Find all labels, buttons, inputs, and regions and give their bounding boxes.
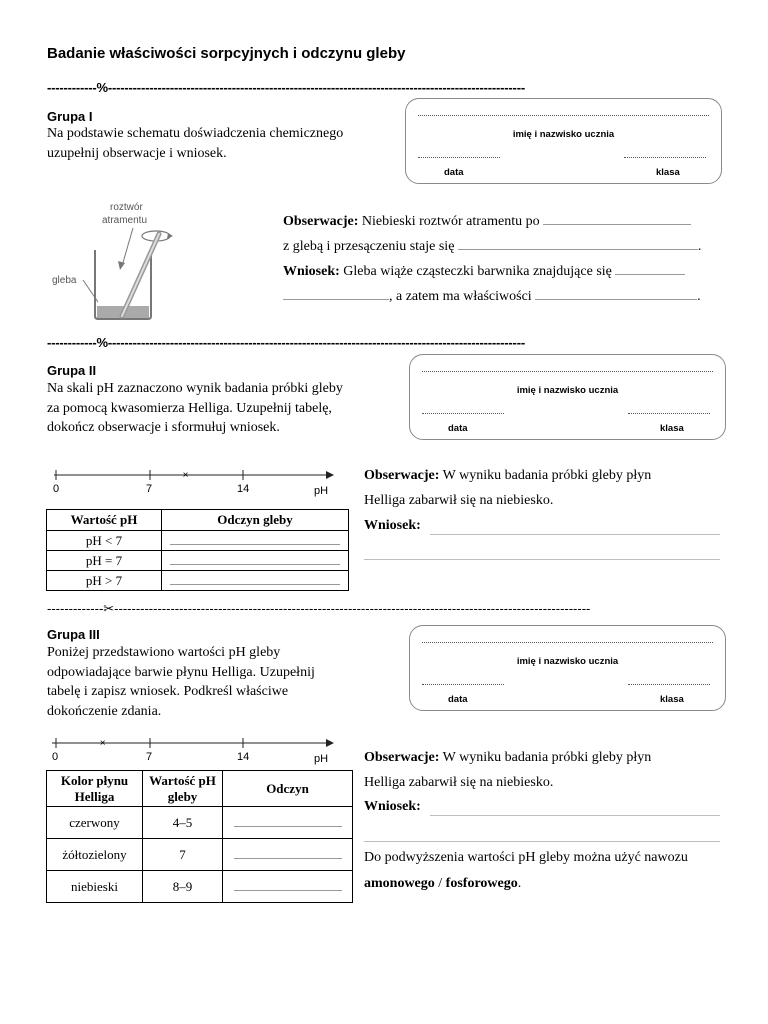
conc-label: Wniosek: bbox=[283, 264, 340, 279]
class-field[interactable] bbox=[628, 411, 710, 414]
obs-label: Obserwacje: bbox=[283, 214, 359, 229]
group1-instruction bbox=[47, 124, 343, 163]
ph-marker: × bbox=[99, 738, 106, 749]
group3-obs-line2: Helliga zabarwił się na niebiesko. bbox=[364, 775, 554, 790]
table-row: pH > 7 bbox=[47, 571, 349, 591]
group1-conc-line2: , a zatem ma właściwości . bbox=[283, 286, 701, 305]
cut-line-3: -------------✂-------------------------------------------------------------------------------------------------------------- bbox=[47, 601, 591, 616]
student-card-2: imię i nazwisko ucznia data klasa bbox=[409, 354, 726, 440]
arrow-head bbox=[118, 261, 125, 270]
label-solution-2: atramentu bbox=[102, 215, 148, 226]
date-field[interactable] bbox=[418, 155, 500, 158]
group2-obs-line1: Obserwacje: W wyniku badania próbki gleby płyn bbox=[364, 468, 652, 483]
final-options: amonowego / fosforowego. bbox=[364, 876, 522, 891]
page-title: Badanie właściwości sorpcyjnych i odczynu gleby bbox=[47, 45, 406, 62]
group3-conc: Wniosek: bbox=[364, 799, 421, 814]
blank-4[interactable] bbox=[283, 286, 389, 300]
group1-obs-line2: z glebą i przesączeniu staje się . bbox=[283, 236, 701, 255]
blank-1[interactable] bbox=[543, 211, 691, 225]
th-ph: Wartość pH bbox=[47, 510, 162, 531]
class-field[interactable] bbox=[628, 682, 710, 685]
svg-text:7: 7 bbox=[146, 751, 153, 763]
final-text: Do podwyższenia wartości pH gleby można użyć nawozu bbox=[364, 850, 688, 865]
group2-obs-line2: Helliga zabarwił się na niebiesko. bbox=[364, 493, 554, 508]
table-row: pH < 7 bbox=[47, 531, 349, 551]
group3-instruction: Poniżej przedstawiono wartości pH gleby odpowiadające barwie płynu Helliga. Uzupełnij tabelę i zapisz wniosek. Podkreśl właściwe dokończenie zdania. bbox=[47, 645, 315, 719]
option-fosforowego[interactable]: fosforowego bbox=[445, 876, 518, 891]
ph-table bbox=[46, 509, 349, 591]
conc-answer-line-4[interactable] bbox=[364, 840, 720, 842]
date-field[interactable] bbox=[422, 682, 504, 685]
svg-text:14: 14 bbox=[237, 751, 250, 763]
blank-5[interactable] bbox=[535, 286, 697, 300]
conc-answer-line-3[interactable] bbox=[430, 814, 720, 816]
stir-arrow bbox=[167, 233, 173, 239]
table-row: żółtozielony 7 bbox=[47, 839, 353, 871]
ph-scale-3 bbox=[46, 732, 346, 766]
th-color: Kolor płynu Helliga bbox=[47, 771, 143, 807]
th-reaction: Odczyn gleby bbox=[162, 510, 349, 531]
cut-line-1: ------------%----------------------------------------------------------------------------------------------------- bbox=[47, 80, 525, 95]
tick-label-7: 7 bbox=[146, 483, 153, 495]
class-field[interactable] bbox=[624, 155, 706, 158]
name-label: imię i nazwisko ucznia bbox=[512, 129, 615, 140]
tick-label-14: 14 bbox=[237, 483, 250, 495]
ph-marker: × bbox=[182, 470, 189, 481]
answer-cell[interactable] bbox=[223, 807, 353, 839]
conc-answer-line-2[interactable] bbox=[364, 558, 720, 560]
student-card-3: imię i nazwisko ucznia data klasa bbox=[409, 625, 726, 711]
answer-cell[interactable] bbox=[162, 551, 349, 571]
unit-label: pH bbox=[314, 485, 329, 497]
cut-line-2: ------------%----------------------------------------------------------------------------------------------------- bbox=[47, 335, 525, 350]
option-amonowego[interactable]: amonowego bbox=[364, 876, 435, 891]
group2-heading: Grupa II bbox=[47, 363, 97, 378]
beaker-diagram bbox=[48, 198, 188, 323]
blank-2[interactable] bbox=[458, 236, 698, 250]
arrow-solution bbox=[122, 228, 133, 266]
group3-heading: Grupa III bbox=[47, 627, 100, 642]
group1-obs-line1: Obserwacje: Niebieski roztwór atramentu po bbox=[283, 211, 691, 230]
answer-cell[interactable] bbox=[223, 839, 353, 871]
group3-obs-line1: Obserwacje: W wyniku badania próbki gleby płyn bbox=[364, 750, 652, 765]
conc-answer-line-1[interactable] bbox=[430, 533, 720, 535]
group1-conc-line1: Wniosek: Gleba wiąże cząsteczki barwnika znajdujące się bbox=[283, 261, 685, 280]
blank-3[interactable] bbox=[615, 261, 685, 275]
label-soil: gleba bbox=[52, 275, 77, 286]
svg-text:0: 0 bbox=[52, 751, 59, 763]
answer-cell[interactable] bbox=[162, 571, 349, 591]
answer-cell[interactable] bbox=[223, 871, 353, 903]
svg-text:pH: pH bbox=[314, 753, 329, 765]
table-row: czerwony 4–5 bbox=[47, 807, 353, 839]
table-row: niebieski 8–9 bbox=[47, 871, 353, 903]
tick-label-0: 0 bbox=[53, 483, 60, 495]
student-card-1 bbox=[405, 98, 722, 184]
date-field[interactable] bbox=[422, 411, 504, 414]
ph-scale-2 bbox=[46, 464, 346, 498]
group1-instruction-line2: uzupełnij obserwacje i wniosek. bbox=[47, 145, 227, 161]
th-ph-value: Wartość pH gleby bbox=[143, 771, 223, 807]
answer-cell[interactable] bbox=[162, 531, 349, 551]
th-reaction: Odczyn bbox=[223, 771, 353, 807]
group2-conc: Wniosek: bbox=[364, 518, 421, 533]
helliga-table bbox=[46, 770, 353, 903]
table-row: pH = 7 bbox=[47, 551, 349, 571]
label-solution-1: roztwór bbox=[110, 202, 143, 213]
class-label: klasa bbox=[656, 167, 680, 178]
group1-instruction-line1: Na podstawie schematu doświadczenia chemicznego bbox=[47, 126, 344, 141]
scale-arrow bbox=[326, 471, 334, 479]
date-label: data bbox=[444, 167, 464, 178]
group1-heading: Grupa I bbox=[47, 109, 93, 124]
group2-instruction: Na skali pH zaznaczono wynik badania próbki gleby za pomocą kwasomierza Helliga. Uzupełnij tabelę, dokończ obserwacje i sformułuj wniosek. bbox=[47, 381, 343, 435]
